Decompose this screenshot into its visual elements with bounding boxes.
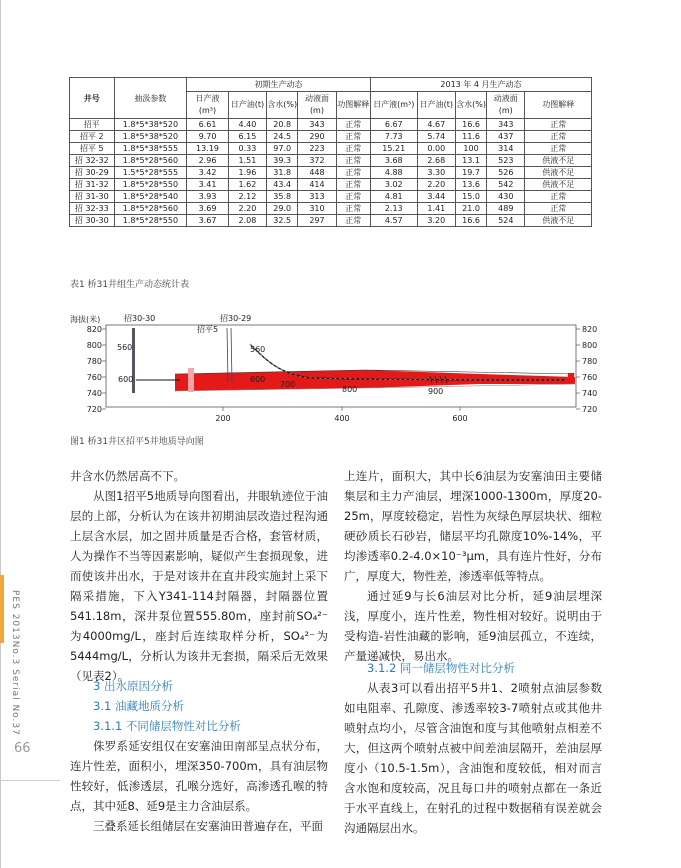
table-cell: 招 30-29 [70, 167, 115, 179]
table-cell: 223 [298, 143, 336, 155]
y-tick-label: 760 [86, 373, 102, 382]
table-cell: 正常 [336, 167, 370, 179]
table-cell: 100 [455, 143, 486, 155]
table-cell: 1.8*5*28*560 [114, 155, 187, 167]
section-3-1-2-heading: 3.1.2 同一储层物性对比分析 [367, 661, 515, 675]
subheader-cell: 功图解释 [525, 92, 592, 119]
table-cell: 1.8*5*28*550 [114, 179, 187, 191]
y-tick-label: 740 [86, 389, 102, 398]
y-tick-label: 760 [582, 373, 598, 382]
table-cell: 正常 [336, 203, 370, 215]
table-cell: 97.0 [267, 143, 298, 155]
table-cell: 正常 [336, 131, 370, 143]
table-cell: 297 [298, 215, 336, 227]
table-row [70, 191, 592, 203]
page-number: 66 [14, 741, 31, 756]
page-edge [0, 0, 1, 868]
geosteering-figure [60, 312, 620, 434]
table-cell: 正常 [525, 119, 592, 131]
table-cell: 1.8*5*28*560 [114, 203, 187, 215]
table-cell: 7.73 [370, 131, 417, 143]
y-tick-label: 720 [582, 405, 598, 414]
table-row [70, 179, 592, 191]
table-cell: 15.21 [370, 143, 417, 155]
table-body [70, 119, 592, 227]
table-cell: 3.20 [417, 215, 455, 227]
marker-a [188, 368, 194, 392]
table-cell: 2.13 [370, 203, 417, 215]
subheader-cell: 日产液(m³) [187, 92, 229, 119]
table-cell: 16.6 [455, 119, 486, 131]
table-cell: 310 [298, 203, 336, 215]
table-cell: 3.30 [417, 167, 455, 179]
table-cell: 招 32-32 [70, 155, 115, 167]
table-row [70, 143, 592, 155]
col-well: 井号 [70, 78, 115, 119]
table-cell: 正常 [336, 215, 370, 227]
table-cell: 招平 5 [70, 143, 115, 155]
depth-label: 800 [342, 385, 358, 394]
well-label-zp5: 招平5 [197, 325, 219, 334]
section-3-heading: 3 出水原因分析 [93, 679, 173, 693]
table-cell: 正常 [336, 155, 370, 167]
x-axis [215, 407, 467, 423]
figure-caption: 图1 桥31井区招平5井地质导向图 [70, 437, 204, 447]
table-cell: 3.68 [370, 155, 417, 167]
table-cell: 21.0 [455, 203, 486, 215]
table-cell: 招 31-32 [70, 179, 115, 191]
depth-label: 900 [428, 387, 444, 396]
table-cell: 1.8*5*38*555 [114, 143, 187, 155]
table-cell: 430 [487, 191, 525, 203]
y-tick-label: 800 [582, 341, 598, 350]
margin-accent-bar [0, 575, 4, 643]
table-cell: 2.96 [187, 155, 229, 167]
para-left-3: 侏罗系延安组仅在安塞油田南部呈点状分布，连片性差，面积小，埋深350-700m，具有油层物性较好，低渗透层，孔喉分选好，高渗透孔喉的特点，其中延8、延9是主力含油层系。 [70, 739, 328, 813]
col-params: 抽汲参数 [114, 78, 187, 119]
depth-label: 600 [118, 375, 134, 384]
x-tick-label: 600 [452, 414, 468, 423]
table-row [70, 203, 592, 215]
para-right-1: 上连片，面积大，其中长6油层为安塞油田主要储集层和主力产油层，埋深1000-1300m，厚度20-25m，厚度较稳定，岩性为灰绿色厚层块状、细粒硬砂质长石砂岩，储层平均孔隙度10%-14%，平均渗透率0.2-4.0×10⁻³μm，具有连片性好，分布广，厚度大，物性差，渗透率低等特点。 [344, 469, 602, 583]
table-cell: 0.00 [417, 143, 455, 155]
y-axis-label: 海拔(米) [70, 315, 101, 324]
table-cell: 2.12 [228, 191, 266, 203]
col-2013: 2013 年 4 月生产动态 [370, 78, 591, 92]
table-cell: 6.15 [228, 131, 266, 143]
depth-label: 700 [280, 380, 296, 389]
plot-frame [106, 325, 576, 407]
table-cell: 526 [487, 167, 525, 179]
table-cell: 正常 [525, 143, 592, 155]
table-cell: 3.02 [370, 179, 417, 191]
para-right-2: 通过延9与长6油层对比分析，延9油层埋深浅，厚度小，连片性差，物性相对较好。说明由于受构造-岩性油藏的影响，延9油层孤立，不连续，产量递减快，易出水。 [344, 589, 602, 663]
subheader-cell: 含水(%) [455, 92, 486, 119]
table-cell: 20.8 [267, 119, 298, 131]
table-cell: 1.96 [228, 167, 266, 179]
table-cell: 35.8 [267, 191, 298, 203]
table-cell: 24.5 [267, 131, 298, 143]
subheader-cell: 日产液(m³) [370, 92, 417, 119]
table-cell: 1.5*5*28*555 [114, 167, 187, 179]
table-cell: 正常 [336, 143, 370, 155]
y-tick-label: 820 [86, 325, 102, 334]
table-cell: 1.8*5*28*550 [114, 215, 187, 227]
table-cell: 0.33 [228, 143, 266, 155]
table-cell: 43.4 [267, 179, 298, 191]
table-cell: 正常 [336, 191, 370, 203]
table-cell: 19.7 [455, 167, 486, 179]
table-cell: 3.67 [187, 215, 229, 227]
table-row [70, 215, 592, 227]
table-row [70, 167, 592, 179]
y-axis-right [576, 325, 597, 414]
table-cell: 11.6 [455, 131, 486, 143]
table-cell: 39.3 [267, 155, 298, 167]
table-cell: 2.20 [417, 179, 455, 191]
col-initial: 初期生产动态 [187, 78, 371, 92]
table-cell: 3.41 [187, 179, 229, 191]
table-cell: 448 [298, 167, 336, 179]
table-cell: 1.41 [417, 203, 455, 215]
table-cell: 6.61 [187, 119, 229, 131]
y-tick-label: 740 [582, 389, 598, 398]
table-cell: 414 [298, 179, 336, 191]
table-cell: 正常 [525, 203, 592, 215]
table-cell: 290 [298, 131, 336, 143]
table-cell: 2.08 [228, 215, 266, 227]
table-cell: 437 [487, 131, 525, 143]
table-cell: 15.0 [455, 191, 486, 203]
table-cell: 16.6 [455, 215, 486, 227]
x-tick-label: 200 [215, 414, 231, 423]
table-cell: 31.8 [267, 167, 298, 179]
table-cell: 1.51 [228, 155, 266, 167]
section-3-1-1-heading: 3.1.1 不同储层物性对比分析 [93, 719, 241, 733]
subheader-cell: 含水(%) [267, 92, 298, 119]
para-left-1: 井含水仍然居高不下。 [70, 469, 185, 483]
table-cell: 343 [298, 119, 336, 131]
para-left-4: 三叠系延长组储层在安塞油田普遍存在，平面 [93, 819, 323, 833]
table-row [70, 131, 592, 143]
y-tick-label: 780 [86, 357, 102, 366]
y-tick-label: 820 [582, 325, 598, 334]
table-cell: 正常 [525, 131, 592, 143]
subheader-cell: 动液面(m) [298, 92, 336, 119]
table-cell: 32.5 [267, 215, 298, 227]
table-cell: 4.40 [228, 119, 266, 131]
journal-info: PES 2013No.3 Serial No.37 [10, 590, 20, 736]
depth-label: 560 [250, 345, 266, 354]
table-header-row [70, 78, 592, 92]
table-cell: 供液不足 [525, 179, 592, 191]
para-right-3: 从表3可以看出招平5井1、2喷射点油层参数如电阻率、孔隙度、渗透率较3-7喷射点或其他井喷射点均小，尽管含油饱和度与其他喷射点相差不大，但这两个喷射点被中间差油层隔开，差油层厚度小（10.5-1.5m），含油饱和度较低，相对而言含水饱和度较高，况且每口井的喷射点都在一条近于水平直线上，在射孔的过程中数据稍有误差就会沟通隔层出水。 [344, 681, 602, 835]
depth-label: 600 [250, 375, 266, 384]
section-3-1-heading: 3.1 油藏地质分析 [93, 699, 184, 713]
para-left-2: 从图1招平5地质导向图看出，井眼轨迹位于油层的上部，分析认为在该井初期油层改造过程沟通上层含水层，加之固井质量是否合格，套管材质，人为操作不当等因素影响，疑似产生套损现象，进而使该井出水，于是对该井在直井段实施封上采下隔采措施，下入Y341-114封隔器，封隔器位置541.18m，深井泵位置555.80m，座封前SO₄²⁻为4000mg/L，座封后连续取样分析，SO₄²⁻为5444mg/L，分析认为该井无套损，隔采后无效果（见表2）。 [70, 489, 328, 683]
table-cell: 1.8*5*38*520 [114, 131, 187, 143]
depth-label: 560 [117, 343, 133, 352]
table-cell: 13.1 [455, 155, 486, 167]
y-tick-label: 780 [582, 357, 598, 366]
subheader-cell: 功图解释 [336, 92, 370, 119]
table-cell: 4.67 [417, 119, 455, 131]
table-cell: 372 [298, 155, 336, 167]
table-cell: 正常 [336, 179, 370, 191]
table-cell: 29.0 [267, 203, 298, 215]
table-cell: 供液不足 [525, 167, 592, 179]
y-tick-label: 800 [86, 341, 102, 350]
table-cell: 正常 [336, 119, 370, 131]
table-cell: 供液不足 [525, 155, 592, 167]
table-cell: 9.70 [187, 131, 229, 143]
table-cell: 4.57 [370, 215, 417, 227]
table-row [70, 119, 592, 131]
table-cell: 343 [487, 119, 525, 131]
table-cell: 招 30-30 [70, 215, 115, 227]
table-cell: 13.6 [455, 179, 486, 191]
x-tick-label: 400 [334, 414, 350, 423]
table-cell: 4.88 [370, 167, 417, 179]
table-cell: 523 [487, 155, 525, 167]
subheader-cell: 日产油(t) [417, 92, 455, 119]
margin-rule [0, 780, 60, 781]
marker-b [568, 373, 574, 381]
table-row [70, 155, 592, 167]
table-cell: 313 [298, 191, 336, 203]
table-cell: 6.67 [370, 119, 417, 131]
subheader-cell: 日产油(t) [228, 92, 266, 119]
table-cell: 2.20 [228, 203, 266, 215]
table-cell: 招平 2 [70, 131, 115, 143]
table-cell: 314 [487, 143, 525, 155]
table-cell: 3.69 [187, 203, 229, 215]
table-cell: 5.74 [417, 131, 455, 143]
table-cell: 3.42 [187, 167, 229, 179]
table-cell: 2.68 [417, 155, 455, 167]
well-label-30-29: 招30-29 [220, 314, 252, 323]
table-cell: 3.93 [187, 191, 229, 203]
table-cell: 招 31-30 [70, 191, 115, 203]
table-cell: 542 [487, 179, 525, 191]
well-label-30-30: 招30-30 [124, 314, 156, 323]
table-cell: 供液不足 [525, 215, 592, 227]
table-cell: 489 [487, 203, 525, 215]
table-cell: 1.8*5*38*520 [114, 119, 187, 131]
table-cell: 13.19 [187, 143, 229, 155]
table-cell: 1.62 [228, 179, 266, 191]
subheader-cell: 动液面(m) [487, 92, 525, 119]
table-caption: 表1 桥31井组生产动态统计表 [70, 280, 190, 290]
table-cell: 524 [487, 215, 525, 227]
y-axis-left [87, 325, 106, 414]
table-cell: 招 32-33 [70, 203, 115, 215]
table-cell: 招平 [70, 119, 115, 131]
production-table [69, 77, 592, 227]
table-cell: 1.8*5*28*540 [114, 191, 187, 203]
table-cell: 4.81 [370, 191, 417, 203]
y-tick-label: 720 [86, 405, 102, 414]
table-cell: 正常 [525, 191, 592, 203]
table-cell: 3.44 [417, 191, 455, 203]
